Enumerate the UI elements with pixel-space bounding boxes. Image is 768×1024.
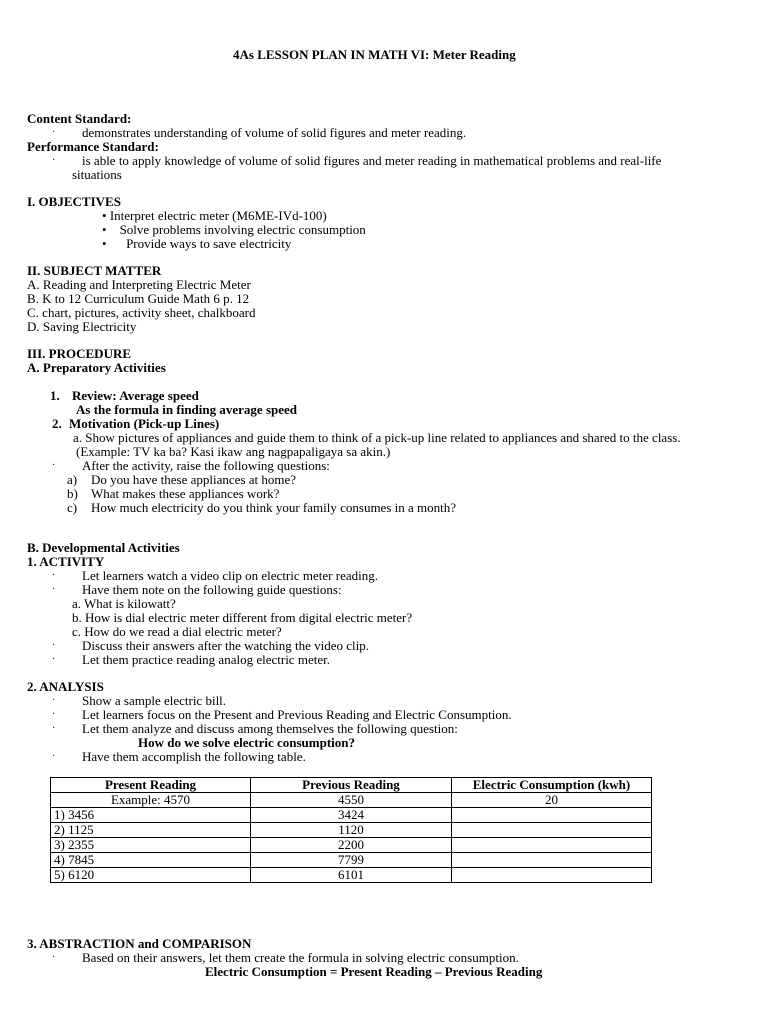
analysis-heading: 2. ANALYSIS bbox=[27, 679, 104, 694]
motivation-example: (Example: TV ka ba? Kasi ikaw ang nagpapaligaya sa akin.) bbox=[76, 444, 391, 459]
table-cell: 5) 6120 bbox=[51, 868, 251, 883]
table-cell: Example: 4570 bbox=[51, 793, 251, 808]
subject-matter-item: A. Reading and Interpreting Electric Meter bbox=[27, 277, 251, 292]
motivation-label: Motivation (Pick-up Lines) bbox=[69, 416, 220, 431]
performance-standard-heading: Performance Standard: bbox=[27, 139, 159, 154]
subject-matter-item: B. K to 12 Curriculum Guide Math 6 p. 12 bbox=[27, 291, 250, 306]
content-standard-text: demonstrates understanding of volume of solid figures and meter reading. bbox=[82, 125, 467, 140]
review-label: Review: Average speed bbox=[72, 388, 199, 403]
table-cell: 1) 3456 bbox=[51, 808, 251, 823]
subject-matter-item: C. chart, pictures, activity sheet, chalkboard bbox=[27, 305, 256, 320]
bullet-mark: · bbox=[52, 640, 56, 651]
page-title: 4As LESSON PLAN IN MATH VI: Meter Reading bbox=[233, 47, 516, 62]
bullet-mark: · bbox=[52, 695, 56, 706]
performance-standard-text: is able to apply knowledge of volume of solid figures and meter reading in mathematical problems and real-life bbox=[82, 153, 662, 168]
table-cell: 1120 bbox=[251, 823, 452, 838]
question-text: Do you have these appliances at home? bbox=[91, 472, 297, 487]
table-row bbox=[51, 823, 652, 838]
table-cell: 4550 bbox=[251, 793, 452, 808]
developmental-heading: B. Developmental Activities bbox=[27, 540, 180, 555]
bullet-mark: · bbox=[52, 127, 56, 138]
subject-matter-item: D. Saving Electricity bbox=[27, 319, 137, 334]
preparatory-heading: A. Preparatory Activities bbox=[27, 360, 166, 375]
table-cell: 4) 7845 bbox=[51, 853, 251, 868]
bullet-mark: · bbox=[52, 155, 56, 166]
table-row bbox=[51, 838, 652, 853]
guide-question: a. What is kilowatt? bbox=[72, 596, 176, 611]
procedure-heading: III. PROCEDURE bbox=[27, 346, 132, 361]
table-row bbox=[51, 868, 652, 883]
motivation-a: a. Show pictures of appliances and guide them to think of a pick-up line related to appliances and shared to the class. bbox=[73, 430, 681, 445]
abstraction-text: Based on their answers, let them create the formula in solving electric consumption. bbox=[82, 950, 519, 965]
bullet-mark: · bbox=[52, 460, 56, 471]
table-cell: 20 bbox=[452, 793, 652, 808]
table-cell bbox=[452, 868, 652, 883]
bullet-mark: · bbox=[52, 751, 56, 762]
column-header: Present Reading bbox=[51, 778, 251, 793]
abstraction-heading: 3. ABSTRACTION and COMPARISON bbox=[27, 936, 252, 951]
question-letter: b) bbox=[67, 486, 78, 501]
objective-item-text: Interpret electric meter (M6ME-IVd-100) bbox=[109, 208, 327, 223]
activity-item: Discuss their answers after the watching the video clip. bbox=[82, 638, 369, 653]
activity-heading: 1. ACTIVITY bbox=[27, 554, 105, 569]
content-standard-heading: Content Standard: bbox=[27, 111, 132, 126]
subject-matter-heading: II. SUBJECT MATTER bbox=[27, 263, 162, 278]
bullet-mark: · bbox=[52, 570, 56, 581]
meter-reading-table bbox=[50, 777, 652, 883]
review-number: 1. bbox=[50, 388, 60, 403]
motivation-number: 2. bbox=[52, 416, 62, 431]
table-cell: 3) 2355 bbox=[51, 838, 251, 853]
question-text: How much electricity do you think your family consumes in a month? bbox=[91, 500, 457, 515]
column-header: Previous Reading bbox=[251, 778, 452, 793]
objectives-heading: I. OBJECTIVES bbox=[27, 194, 121, 209]
question-text: What makes these appliances work? bbox=[91, 486, 280, 501]
column-header: Electric Consumption (kwh) bbox=[452, 778, 652, 793]
question-letter: a) bbox=[67, 472, 78, 487]
analysis-question: How do we solve electric consumption? bbox=[138, 735, 356, 750]
table-cell bbox=[452, 853, 652, 868]
bullet-mark: · bbox=[52, 654, 56, 665]
activity-item: Let them practice reading analog electric meter. bbox=[82, 652, 330, 667]
objective-item: • Interpret electric meter (M6ME-IVd-100) bbox=[102, 208, 327, 223]
objective-item: • Solve problems involving electric consumption bbox=[102, 222, 366, 237]
analysis-item: Let them analyze and discuss among themselves the following question: bbox=[82, 721, 458, 736]
table-cell: 3424 bbox=[251, 808, 452, 823]
table-cell: 6101 bbox=[251, 868, 452, 883]
analysis-item: Let learners focus on the Present and Previous Reading and Electric Consumption. bbox=[82, 707, 512, 722]
bullet-mark: · bbox=[52, 709, 56, 720]
table-cell: 2200 bbox=[251, 838, 452, 853]
guide-question: c. How do we read a dial electric meter? bbox=[72, 624, 282, 639]
objective-item-text: Solve problems involving electric consumption bbox=[119, 222, 366, 237]
table-cell bbox=[452, 808, 652, 823]
consumption-formula: Electric Consumption = Present Reading – Previous Reading bbox=[205, 964, 543, 979]
table-row bbox=[51, 808, 652, 823]
table-cell: 2) 1125 bbox=[51, 823, 251, 838]
table-cell: 7799 bbox=[251, 853, 452, 868]
analysis-item: Show a sample electric bill. bbox=[82, 693, 227, 708]
objective-item-text: Provide ways to save electricity bbox=[126, 236, 292, 251]
analysis-item: Have them accomplish the following table. bbox=[82, 749, 306, 764]
objective-item: • Provide ways to save electricity bbox=[102, 236, 292, 251]
table-row-example bbox=[51, 793, 652, 808]
activity-item: Let learners watch a video clip on electric meter reading. bbox=[82, 568, 378, 583]
table-header-row bbox=[51, 778, 652, 793]
bullet-mark: · bbox=[52, 952, 56, 963]
table-cell bbox=[452, 823, 652, 838]
bullet-mark: · bbox=[52, 584, 56, 595]
review-sub: As the formula in finding average speed bbox=[76, 402, 297, 417]
activity-item: Have them note on the following guide questions: bbox=[82, 582, 342, 597]
table-row bbox=[51, 853, 652, 868]
table-cell bbox=[452, 838, 652, 853]
after-activity-text: After the activity, raise the following questions: bbox=[82, 458, 330, 473]
bullet-mark: · bbox=[52, 723, 56, 734]
guide-question: b. How is dial electric meter different from digital electric meter? bbox=[72, 610, 413, 625]
question-letter: c) bbox=[67, 500, 78, 515]
performance-standard-text-cont: situations bbox=[72, 167, 122, 182]
